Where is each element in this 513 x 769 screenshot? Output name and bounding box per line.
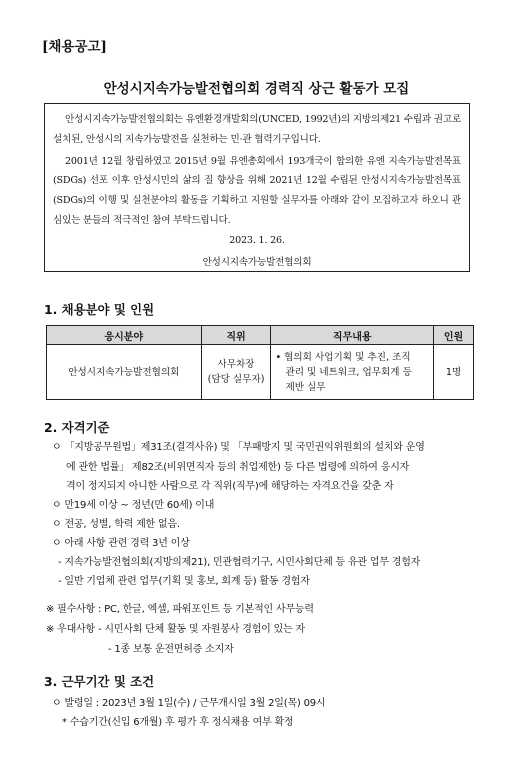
table-header-cell: 인원: [434, 326, 474, 345]
recruitment-table: [46, 325, 474, 400]
duty-line: 관리 및 네트워크, 업무회계 등: [285, 366, 412, 378]
condition-note: * 수습기간(신입 6개월) 후 평가 후 정식채용 여부 확정: [62, 717, 294, 728]
duty-cell: [271, 345, 434, 400]
preferred-note-sub: - 1종 보통 운전면허증 소지자: [108, 644, 234, 655]
qualification-line: 에 관한 법률」 제82조(비위면직자 등의 취업제한) 등 다른 법령에 의하여 응시자: [66, 462, 410, 473]
table-header-row: [47, 326, 474, 345]
intro-signature: 안성시지속가능발전협의회: [202, 256, 312, 268]
duty-line: 제반 실무: [285, 381, 326, 393]
section1-heading: 1. 채용분야 및 인원: [44, 302, 155, 317]
table-header-cell: 직위: [201, 326, 271, 345]
position-title: 사무차장: [217, 359, 255, 370]
qualification-line: ㅇ 전공, 성별, 학력 제한 없음.: [52, 519, 180, 530]
field-cell: 안성시지속가능발전협의회: [47, 345, 202, 400]
position-cell: [201, 345, 271, 400]
qualification-subline: - 일반 기업체 관련 업무(기획 및 홍보, 회계 등) 활동 경험자: [58, 576, 310, 587]
position-note: (담당 실무자): [207, 374, 265, 385]
condition-line: ㅇ 발령일 : 2023년 3월 1일(수) / 근무개시일 3월 2일(목) 09시: [52, 698, 326, 709]
intro-paragraph-2: 2001년 12월 창립하였고 2015년 9월 유엔총회에서 193개국이 합의한 유엔 지속가능발전목표(SDGs) 선포 이후 안성시민의 삶의 질 향상을 위해 2021년 12월 수립된 안성시지속가능발전목표(SDGs)의 이행 및 실천분야의 활동을 기획하고 지원할 실무자를 아래와 같이 모집하고자 하오니 관심있는 분들의 적극적인 참여 부탁드립니다.: [53, 155, 461, 226]
intro-date: 2023. 1. 26.: [229, 234, 285, 246]
qualification-line: ㅇ 아래 사항 관련 경력 3년 이상: [52, 538, 190, 549]
qualification-line: 격이 정지되지 아니한 사람으로 각 직위(직무)에 해당하는 자격요건을 갖춘 자: [66, 481, 394, 492]
section2-heading: 2. 자격기준: [44, 420, 110, 435]
count-cell: 1명: [434, 345, 474, 400]
qualification-line: ㅇ 만19세 이상 ~ 정년(만 60세) 이내: [52, 500, 215, 511]
page-title: 안성시지속가능발전협의회 경력직 상근 활동가 모집: [103, 81, 410, 97]
qualification-subline: - 지속가능발전협의회(지방의제21), 민관협력기구, 시민사회단체 등 유관 업무 경험자: [58, 557, 421, 568]
table-row: [47, 345, 474, 400]
table-header-cell: 응시분야: [47, 326, 202, 345]
duty-line: • 협의회 사업기획 및 추진, 조직: [275, 351, 411, 363]
header-tag: [채용공고]: [42, 39, 107, 55]
intro-paragraph-1: 안성시지속가능발전협의회는 유엔환경개발회의(UNCED, 1992년)의 지방의제21 수립과 권고로 설치된, 안성시의 지속가능발전을 실천하는 민·관 협력기구입니다.: [53, 114, 462, 145]
table-header-cell: 직무내용: [271, 326, 434, 345]
section3-heading: 3. 근무기간 및 조건: [44, 674, 155, 689]
qualification-line: ㅇ 「지방공무원법」제31조(결격사유) 및 「부패방지 및 국민권익위원회의 설치와 운영: [52, 442, 425, 453]
preferred-note: ※ 우대사항 - 시민사회 단체 활동 및 자원봉사 경험이 있는 자: [46, 624, 305, 635]
required-note: ※ 필수사항 : PC, 한글, 엑셀, 파워포인트 등 기본적인 사무능력: [46, 604, 314, 615]
intro-box: [44, 103, 470, 272]
